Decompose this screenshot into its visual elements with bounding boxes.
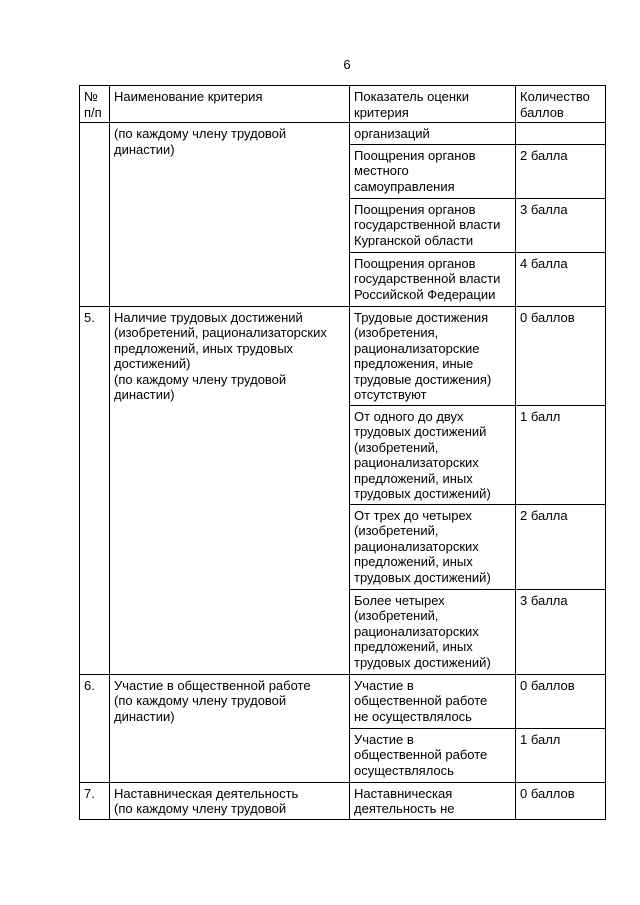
row-points: 0 баллов [516,306,606,405]
header-criterion: Наименование критерия [110,86,350,123]
header-indicator: Показатель оценки критерия [350,86,516,123]
row-num: 7. [80,782,110,819]
row-num: 6. [80,674,110,782]
row-indicator: От трех до четырех (изобретений, рационализаторских предложений, иных трудовых достижений) [350,504,516,589]
row-indicator: Наставническая деятельность не [350,782,516,819]
row-indicator: Участие в общественной работе осуществлялось [350,728,516,782]
row-points: 3 балла [516,198,606,252]
row-indicator: Более четырех (изобретений, рационализаторских предложений, иных трудовых достижений) [350,589,516,674]
row-points [516,123,606,145]
row-points: 2 балла [516,504,606,589]
row-points: 4 балла [516,252,606,306]
row-criterion: Наличие трудовых достижений (изобретений, рационализаторских предложений, иных трудовых достижений) (по каждому члену трудовой династии) [110,306,350,674]
row-indicator: Поощрения органов местного самоуправления [350,144,516,198]
table-row [80,306,606,405]
table-row [80,674,606,728]
row-points: 0 баллов [516,674,606,728]
row-criterion: Наставническая деятельность (по каждому члену трудовой [110,782,350,819]
row-indicator: Поощрения органов государственной власти Российской Федерации [350,252,516,306]
row-criterion: Участие в общественной работе (по каждому члену трудовой династии) [110,674,350,782]
row-num [80,123,110,307]
row-points: 2 балла [516,144,606,198]
row-indicator: Участие в общественной работе не осуществлялось [350,674,516,728]
table-row [80,782,606,819]
criteria-table [79,85,606,820]
row-points: 0 баллов [516,782,606,819]
page-number: 6 [343,57,351,72]
row-indicator: Трудовые достижения (изобретения, рационализаторские предложения, иные трудовые достижения) отсутствуют [350,306,516,405]
row-points: 1 балл [516,405,606,504]
row-points: 3 балла [516,589,606,674]
row-indicator: организаций [350,123,516,145]
row-indicator: Поощрения органов государственной власти Курганской области [350,198,516,252]
row-points: 1 балл [516,728,606,782]
header-num: № п/п [80,86,110,123]
table-row [80,123,606,145]
row-num: 5. [80,306,110,674]
row-indicator: От одного до двух трудовых достижений (изобретений, рационализаторских предложений, иных трудовых достижений) [350,405,516,504]
row-criterion: (по каждому члену трудовой династии) [110,123,350,307]
header-points: Количество баллов [516,86,606,123]
table-header-row [80,86,606,123]
